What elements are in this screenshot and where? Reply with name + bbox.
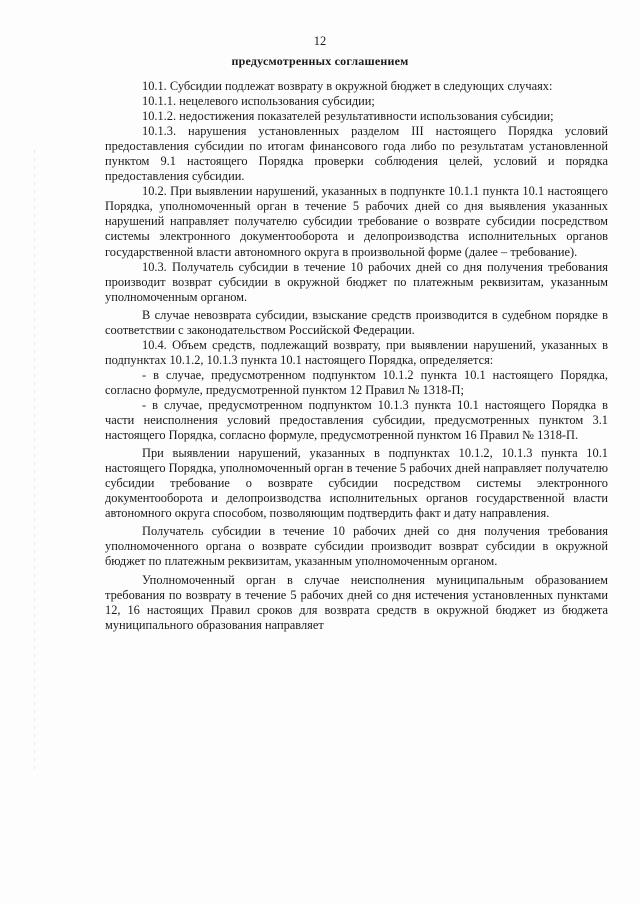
paragraph-10-2: 10.2. При выявлении нарушений, указанных в подпункте 10.1.1 пункта 10.1 настоящего Порядка, уполномоченный орган в течение 5 рабочих дней со дня выявления указанных нарушений направляет получателю субсидии требование о возврате субсидии посредством системы электронного документооборота и делопроизводства исполнительных органов государственной власти автономного округа в произвольной форме (далее – требование). — [105, 184, 608, 259]
paragraph-10-1-1: 10.1.1. нецелевого использования субсидии; — [142, 94, 375, 109]
paragraph-10-1-2: 10.1.2. недостижения показателей результативности использования субсидии; — [142, 109, 554, 124]
paragraph-authorized-body: Уполномоченный орган в случае неисполнения муниципальным образованием требования по возврату в течение 5 рабочих дней со дня истечения установленных пунктами 12, 16 настоящих Правил сроков для возврата средств в окружной бюджет из бюджета муниципального образования направляет — [105, 572, 608, 632]
paragraph-10-3: 10.3. Получатель субсидии в течение 10 рабочих дней со дня получения требования производит возврат субсидии в окружной бюджет по платежным реквизитам, указанным уполномоченным органом. — [105, 259, 608, 304]
paragraph-recipient-return: Получатель субсидии в течение 10 рабочих дней со дня получения требования уполномоченного органа о возврате субсидии производит возврат субсидии в окружной бюджет по платежным реквизитам, указанным уполномоченным органом. — [105, 524, 608, 569]
scan-edge-artifact — [34, 150, 35, 770]
paragraph-10-1-3: 10.1.3. нарушения установленных разделом III настоящего Порядка условий предоставления субсидии по итогам финансового года либо по результатам установленной пунктом 9.1 настоящего Порядка проверки соблюдения целей, условий и порядка предоставления субсидии. — [105, 124, 608, 184]
list-item-case-10-1-2: - в случае, предусмотренном подпунктом 10.1.2 пункта 10.1 настоящего Порядка, согласно формуле, предусмотренной пунктом 12 Правил № 1318-П; — [105, 367, 608, 397]
paragraph-non-return: В случае невозврата субсидии, взыскание средств производится в судебном порядке в соответствии с законодательством Российской Федерации. — [105, 307, 608, 337]
paragraph-10-4: 10.4. Объем средств, подлежащий возврату, при выявлении нарушений, указанных в подпунктах 10.1.2, 10.1.3 пункта 10.1 настоящего Порядка, определяется: — [105, 337, 608, 367]
section-heading: предусмотренных соглашением — [231, 54, 409, 68]
page-number: 12 — [313, 34, 327, 48]
paragraph-violations-notice: При выявлении нарушений, указанных в подпунктах 10.1.2, 10.1.3 пункта 10.1 настоящего Порядка, уполномоченный орган в течение 5 рабочих дней направляет получателю субсидии требование о возврате субсидии посредством системы электронного документооборота и делопроизводства исполнительных органов государственной власти автономного округа способом, позволяющим подтвердить факт и дату направления. — [105, 446, 608, 521]
paragraph-10-1: 10.1. Субсидии подлежат возврату в окружной бюджет в следующих случаях: — [142, 79, 553, 93]
list-item-case-10-1-3: - в случае, предусмотренном подпунктом 10.1.3 пункта 10.1 настоящего Порядка в части неисполнения условий предоставления субсидии, предусмотренных пунктом 3.1 настоящего Порядка, согласно формуле, предусмотренной пунктом 16 Правил № 1318-П. — [105, 397, 608, 443]
body-text — [105, 79, 608, 633]
